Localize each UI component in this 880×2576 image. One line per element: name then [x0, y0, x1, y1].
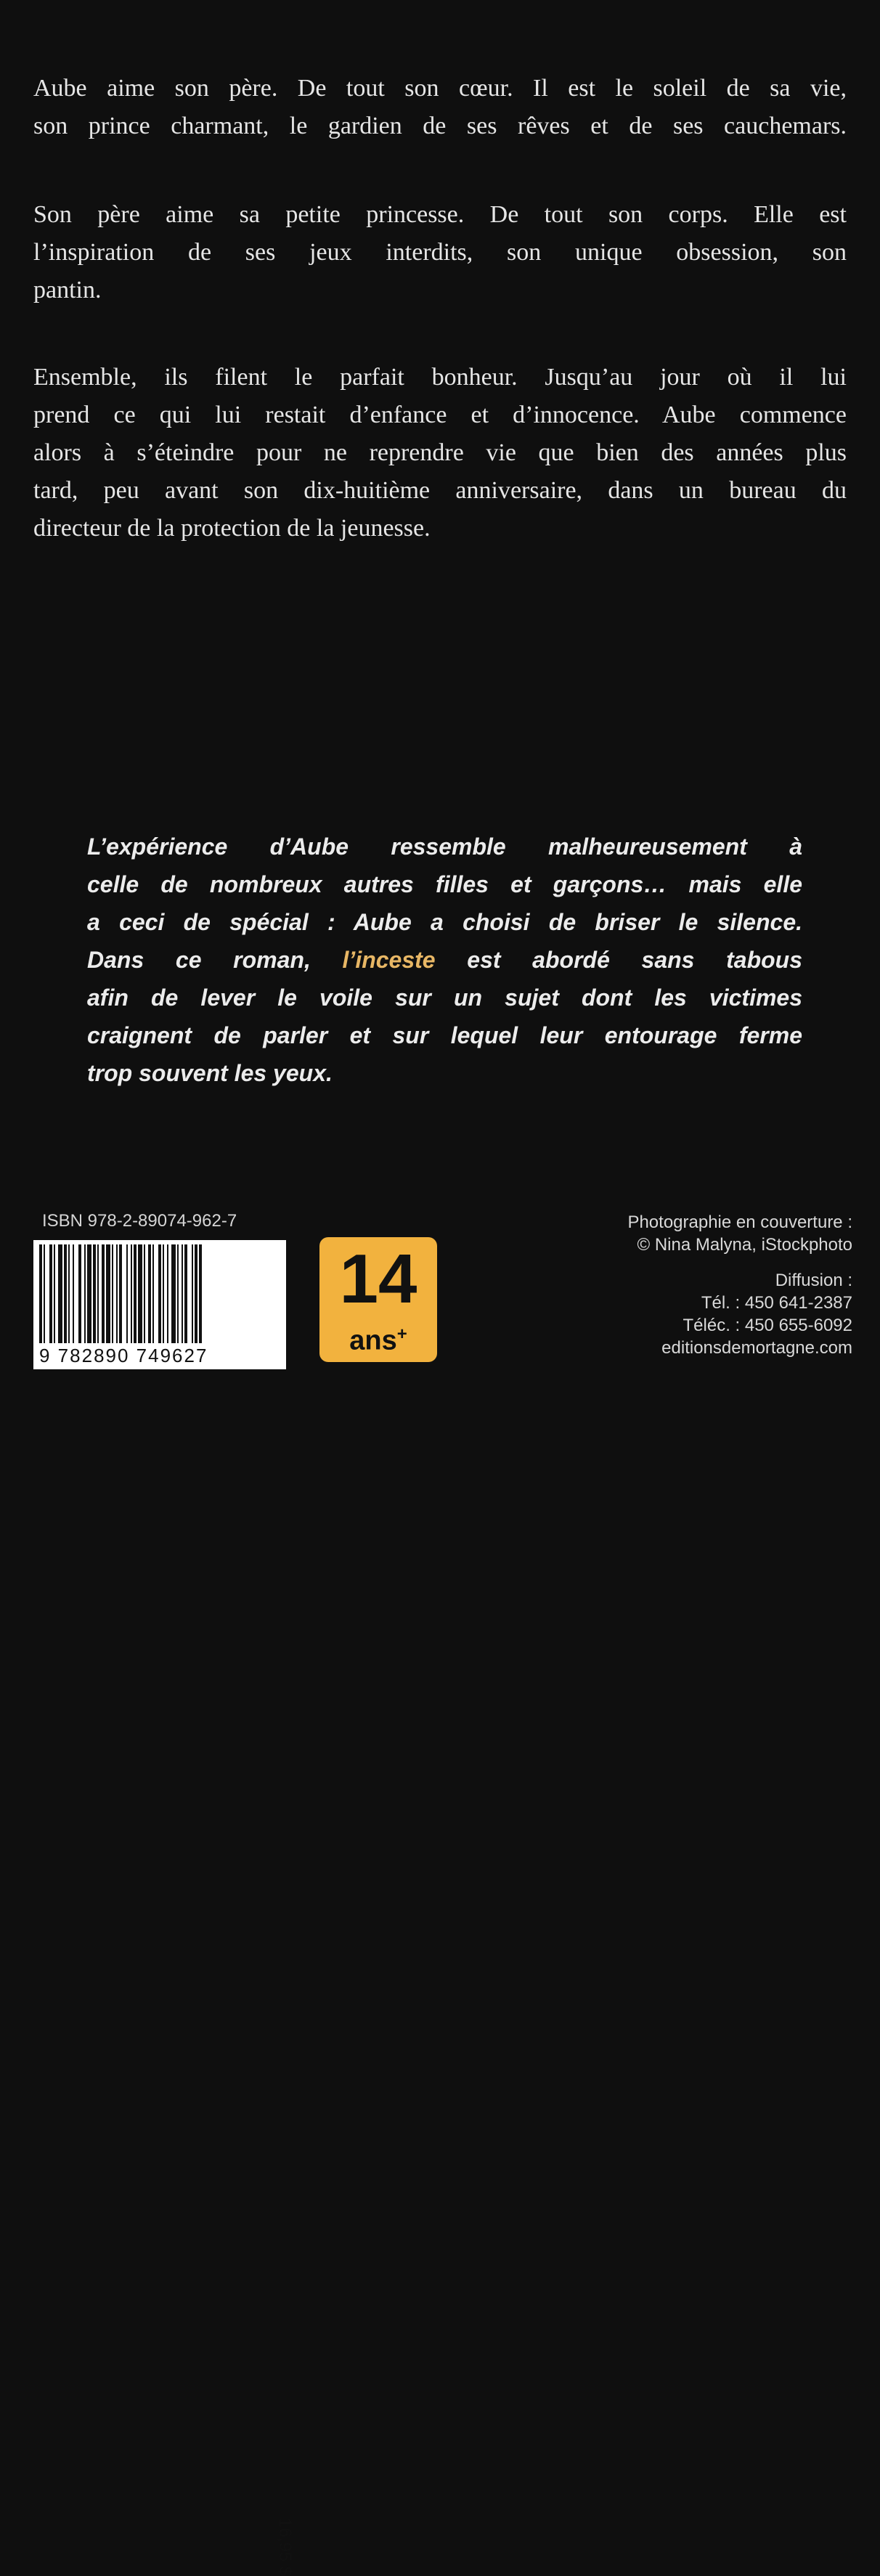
quote-line: [87, 941, 802, 979]
blurb-line: Son père aime sa petite princesse. De tout son corps. Elle est: [33, 201, 847, 228]
photo-credit-label: Photographie en couverture :: [627, 1212, 852, 1232]
barcode-digits: 9 782890 749627: [39, 1345, 208, 1366]
blurb-line: pantin.: [33, 277, 102, 303]
distribution-info: [661, 1269, 852, 1359]
diffusion-label: Diffusion :: [775, 1271, 852, 1290]
phone-number: Tél. : 450 641-2387: [701, 1293, 852, 1313]
fax-number: Téléc. : 450 655-6092: [683, 1316, 852, 1335]
quote-highlight: l’inceste: [342, 947, 436, 973]
age-rating-number: 14: [339, 1240, 417, 1318]
barcode: [33, 1240, 295, 2576]
age-rating-badge: [319, 1237, 437, 1362]
photo-credits: [627, 1211, 852, 1256]
blurb-line: directeur de la protection de la jeunesse.: [33, 515, 431, 542]
pull-quote: [87, 828, 802, 1092]
blurb-line: son prince charmant, le gardien de ses rêves et de ses cauchemars.: [33, 113, 847, 139]
price-label: 16,95 $: [275, 2518, 295, 2576]
blurb-line: prend ce qui lui restait d’enfance et d’innocence. Aube commence: [33, 402, 847, 428]
barcode-bars-icon: [38, 1244, 256, 1343]
blurb-line: alors à s’éteindre pour ne reprendre vie que bien des années plus: [33, 439, 847, 466]
blurb-line: Aube aime son père. De tout son cœur. Il est le soleil de sa vie,: [33, 75, 847, 102]
quote-line: afin de lever le voile sur un sujet dont les victimes: [87, 985, 802, 1011]
photo-credit-name: © Nina Malyna, iStockphoto: [637, 1235, 852, 1255]
blurb-paragraph-1: [33, 70, 847, 145]
isbn-label: ISBN 978-2-89074-962-7: [42, 1211, 237, 1231]
blurb-paragraph-2: [33, 196, 847, 309]
website-link[interactable]: editionsdemortagne.com: [661, 1338, 852, 1358]
quote-text: est abordé sans tabous: [467, 947, 803, 973]
age-rating-unit: ans: [349, 1325, 397, 1356]
quote-line: trop souvent les yeux.: [87, 1060, 333, 1086]
blurb-line: Ensemble, ils filent le parfait bonheur. Jusqu’au jour où il lui: [33, 364, 847, 391]
quote-line: celle de nombreux autres filles et garçons… mais elle: [87, 871, 802, 897]
age-rating-label: [319, 1318, 437, 1357]
blurb-line: tard, peu avant son dix-huitième anniversaire, dans un bureau du: [33, 477, 847, 504]
quote-line: L’expérience d’Aube ressemble malheureusement à: [87, 833, 802, 860]
age-rating-plus: +: [396, 1324, 407, 1344]
quote-text: Dans ce roman,: [87, 947, 311, 973]
quote-line: craignent de parler et sur lequel leur entourage ferme: [87, 1022, 802, 1048]
blurb-line: l’inspiration de ses jeux interdits, son unique obsession, son: [33, 239, 847, 266]
blurb-paragraph-3: [33, 359, 847, 547]
quote-line: a ceci de spécial : Aube a choisi de briser le silence.: [87, 909, 802, 935]
